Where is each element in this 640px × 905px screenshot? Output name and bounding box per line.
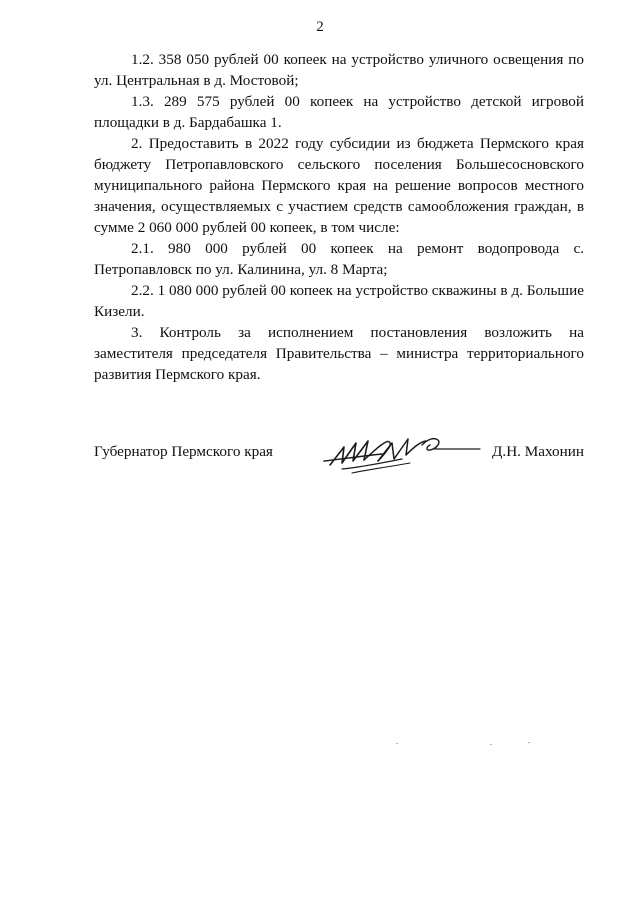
paragraph-item-2-2: 2.2. 1 080 000 рублей 00 копеек на устройство скважины в д. Большие Кизели. (94, 282, 584, 320)
paragraph-item-1-2: 1.2. 358 050 рублей 00 копеек на устройство уличного освещения по ул. Центральная в д. Мостовой; (94, 51, 584, 89)
scan-speck (396, 743, 398, 744)
paragraph-item-2-1: 2.1. 980 000 рублей 00 копеек на ремонт водопровода с. Петропавловск по ул. Калинина, ул. 8 Марта; (94, 240, 584, 278)
handwritten-signature-icon (322, 425, 482, 477)
paragraph-item-1-3: 1.3. 289 575 рублей 00 копеек на устройство детской игровой площадки в д. Бардабашка 1. (94, 93, 584, 131)
signer-name: Д.Н. Махонин (492, 443, 584, 460)
paragraph-item-3: 3. Контроль за исполнением постановления возложить на заместителя председателя Правительства – министра территориального развития Пермского края. (94, 324, 584, 383)
document-body (94, 49, 584, 385)
scan-speck (490, 744, 492, 745)
signature-block (94, 425, 584, 485)
page-number: 2 (316, 19, 324, 35)
paragraph-item-2: 2. Предоставить в 2022 году субсидии из бюджета Пермского края бюджету Петропавловского сельского поселения Большесосновского муниципального района Пермского края на решение вопросов местного значения, осуществляемых с участием средств самообложения граждан, в сумме 2 060 000 рублей 00 копеек, в том числе: (94, 135, 584, 236)
scan-speck (528, 742, 530, 743)
signer-title: Губернатор Пермского края (94, 443, 273, 460)
